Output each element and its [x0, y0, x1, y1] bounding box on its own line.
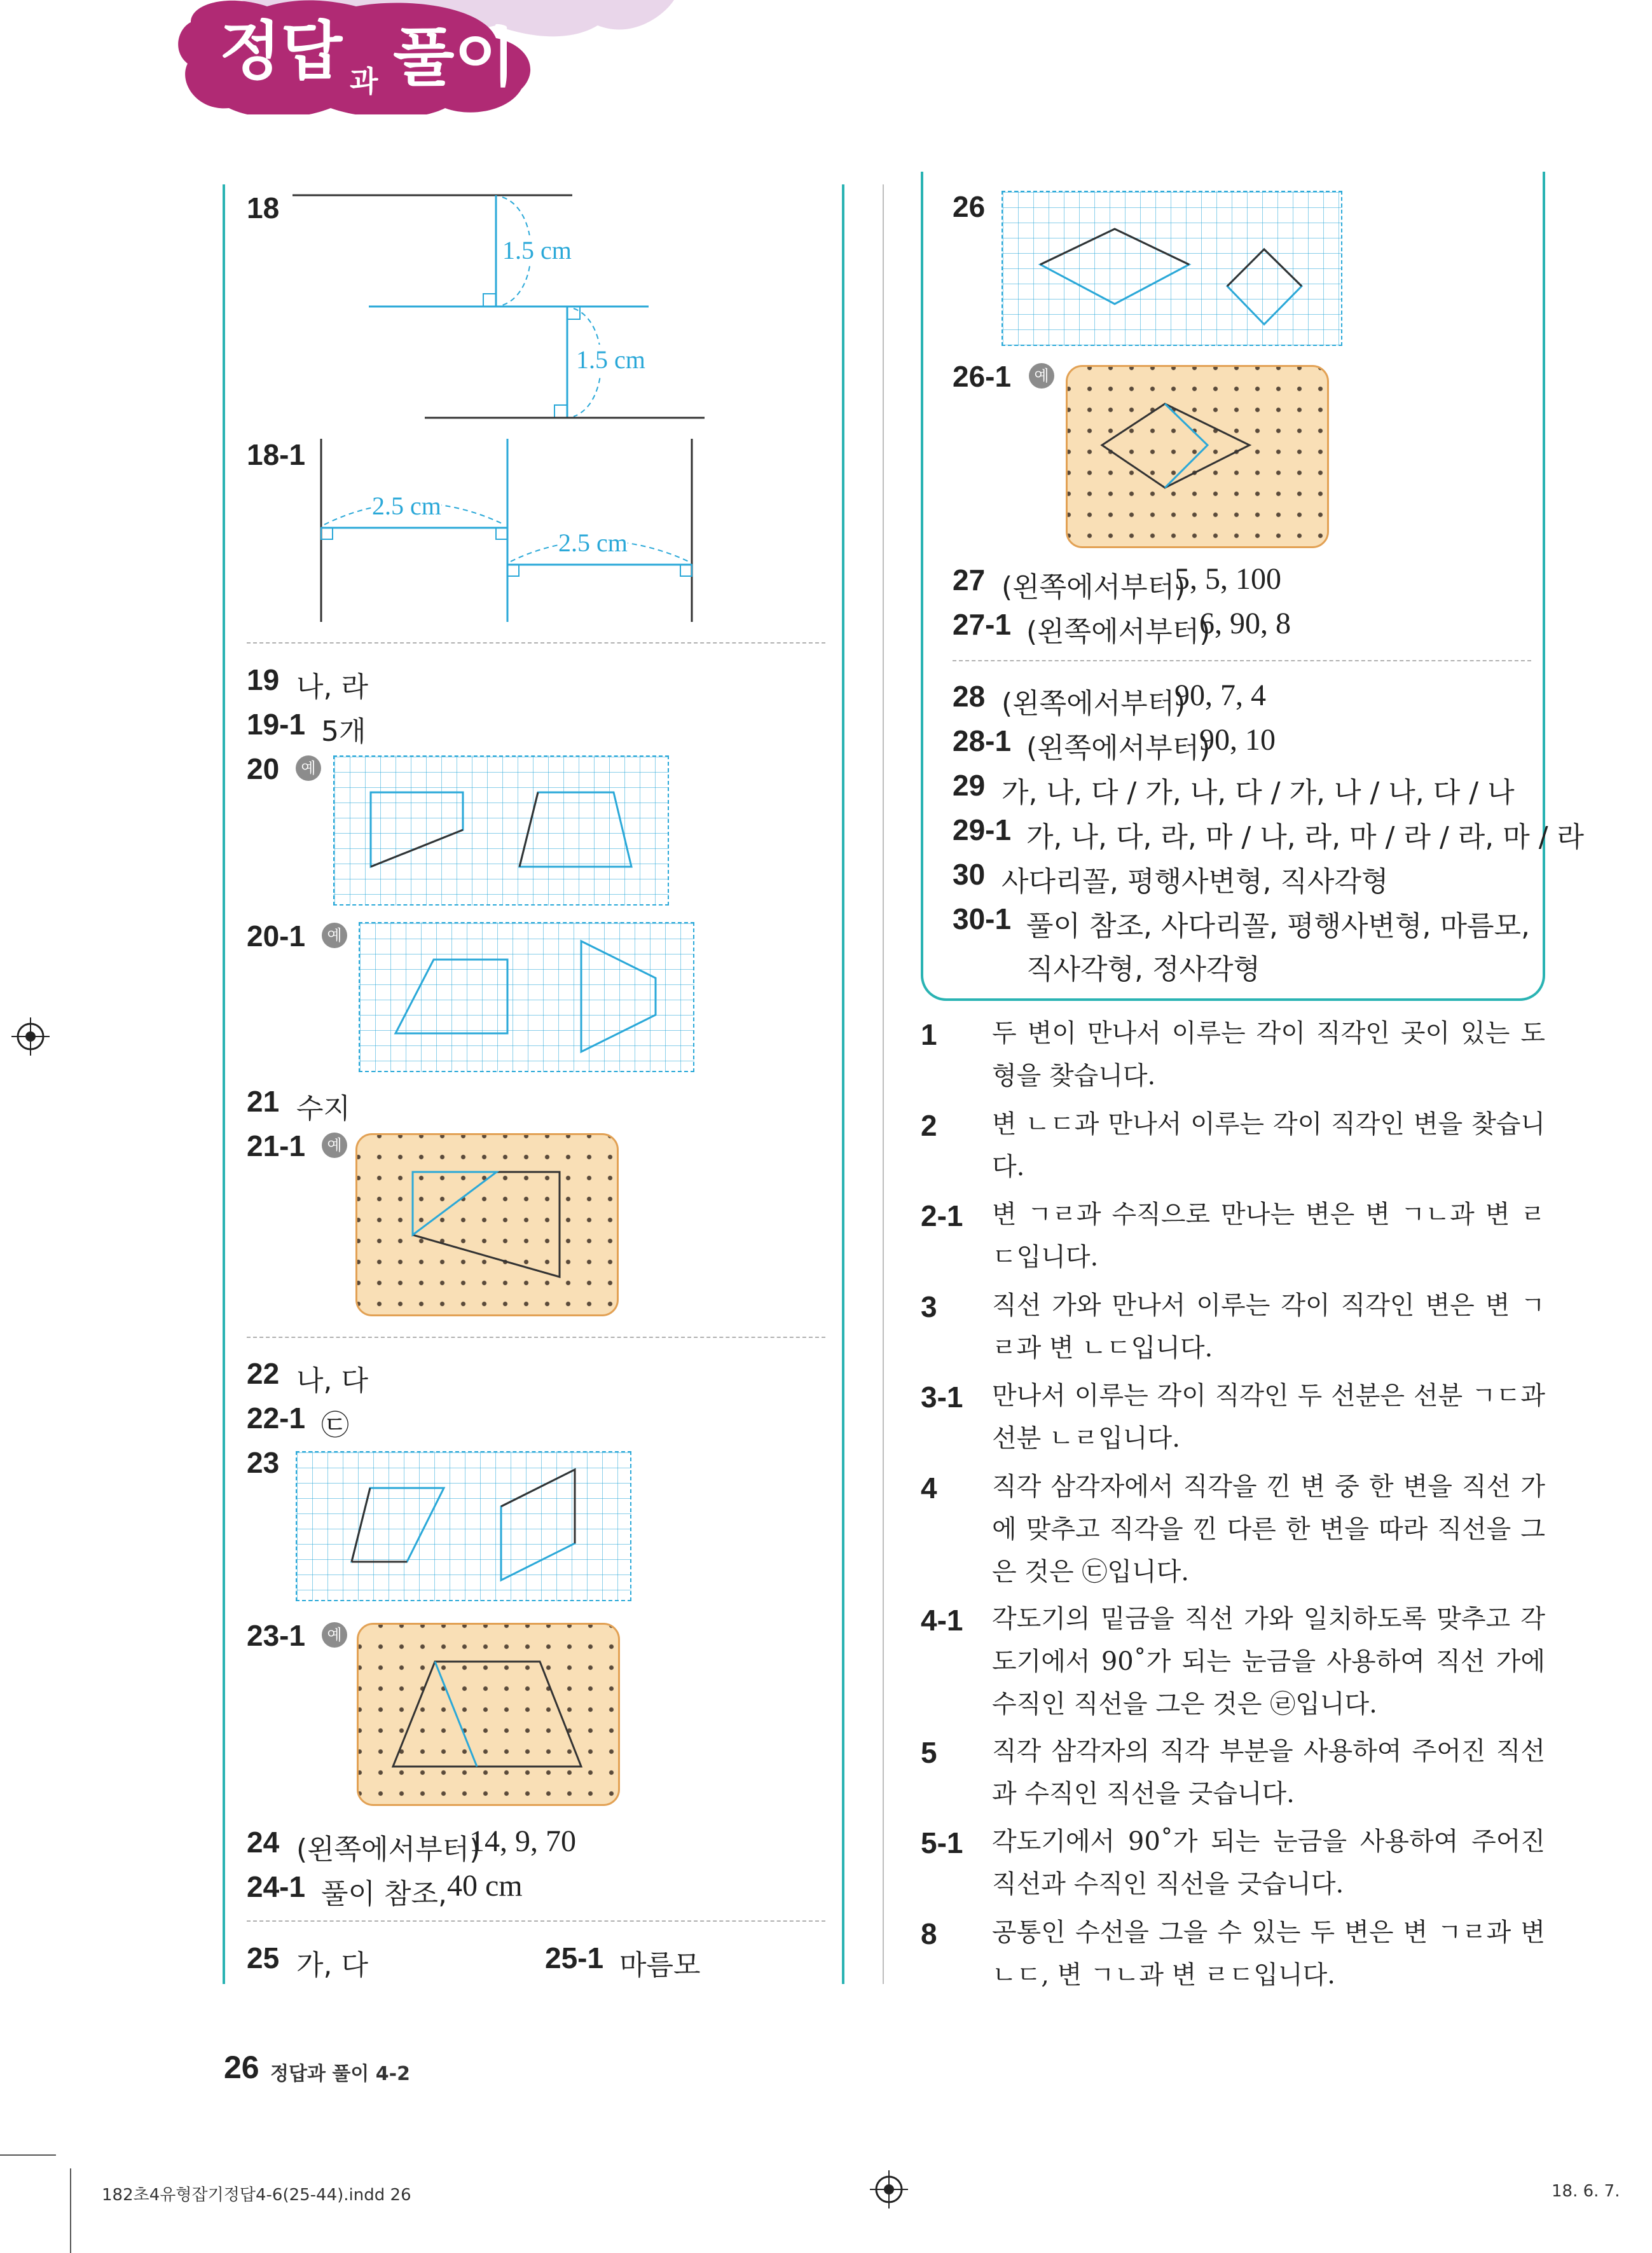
q21-1-number: 21-1	[247, 1129, 306, 1162]
q28-answer: 90, 7, 4	[1174, 679, 1266, 712]
q23-1-example-badge: 예	[322, 1622, 347, 1648]
q27-answer: 5, 5, 100	[1174, 562, 1281, 596]
q26-number: 26	[953, 190, 986, 223]
q28-number: 28	[953, 680, 986, 713]
explanation-number: 8	[921, 1917, 937, 1950]
q22-number: 22	[247, 1357, 280, 1390]
q22-1-number: 22-1	[247, 1402, 306, 1435]
q24-1-answer: 40 cm	[447, 1869, 523, 1903]
q25-answer: 가, 다	[296, 1949, 368, 1981]
explanation-text: 직선 가와 만나서 이루는 각이 직각인 변은 변 ㄱㄹ과 변 ㄴㄷ입니다.	[992, 1291, 1545, 1363]
q26-1-example-badge: 예	[1029, 363, 1054, 389]
q25-1-number: 25-1	[545, 1941, 604, 1974]
q29-1-answer: 가, 나, 다, 라, 마 / 나, 라, 마 / 라 / 라, 마 / 라	[1026, 821, 1585, 853]
q23-1-number: 23-1	[247, 1619, 306, 1652]
explanation-number: 2	[921, 1109, 937, 1142]
q19-1-answer: 5개	[321, 715, 366, 748]
q24-answer: 14, 9, 70	[469, 1824, 576, 1858]
q29-answer: 가, 나, 다 / 가, 나, 다 / 가, 나 / 나, 다 / 나	[1002, 776, 1515, 809]
q27-number: 27	[953, 563, 986, 596]
q18-1-number: 18-1	[247, 438, 306, 471]
q20-example-badge: 예	[296, 755, 321, 781]
header-title-2: 풀이	[393, 20, 516, 95]
q29-1-number: 29-1	[953, 813, 1012, 846]
q21-answer: 수지	[296, 1092, 351, 1125]
explanation-text: 직각 삼각자의 직각 부분을 사용하여 주어진 직선과 수직인 직선을 긋습니다.	[992, 1737, 1545, 1809]
q22-1-answer: ㉢	[321, 1409, 349, 1442]
q21-1-example-badge: 예	[322, 1133, 347, 1158]
registration-mark-left	[11, 1017, 50, 1056]
q27-1-number: 27-1	[953, 608, 1012, 641]
q24-prefix: (왼쪽에서부터)	[296, 1833, 481, 1866]
q30-1-answer-line2: 직사각형, 정사각형	[1026, 953, 1261, 986]
q19-answer: 나, 라	[296, 671, 368, 703]
explanation-number: 4	[921, 1471, 937, 1505]
explanation-text: 변 ㄴㄷ과 만나서 이루는 각이 직각인 변을 찾습니다.	[992, 1110, 1545, 1182]
header-title-1: 정답	[219, 14, 343, 88]
explanation-text: 각도기에서 90˚가 되는 눈금을 사용하여 주어진 직선과 수직인 직선을 긋습니다.	[992, 1827, 1545, 1899]
q24-1-number: 24-1	[247, 1870, 306, 1903]
q27-1-answer: 6, 90, 8	[1199, 607, 1291, 640]
file-info: 182초4유형잡기정답4-6(25-44).indd 26	[102, 2186, 411, 2205]
explanation-text: 각도기의 밑금을 직선 가와 일치하도록 맞추고 각도기에서 90˚가 되는 눈금을 사용하여 직선 가에 수직인 직선을 그은 것은 ㉣입니다.	[992, 1604, 1545, 1719]
q18-1-measure-1: 2.5 cm	[372, 492, 441, 520]
explanation-number: 2-1	[921, 1199, 963, 1232]
q30-1-number: 30-1	[953, 902, 1012, 935]
page-title: 정답과 풀이 4-2	[270, 2063, 410, 2085]
explanation-number: 5-1	[921, 1826, 963, 1859]
q21-number: 21	[247, 1085, 280, 1118]
q30-1-answer-line1: 풀이 참조, 사다리꼴, 평행사변형, 마름모,	[1026, 910, 1530, 942]
q28-prefix: (왼쪽에서부터)	[1002, 687, 1186, 720]
q30-number: 30	[953, 858, 986, 891]
q18-1-measure-2: 2.5 cm	[558, 528, 628, 557]
q19-1-number: 19-1	[247, 708, 306, 741]
q20-1-number: 20-1	[247, 920, 306, 953]
header-title-small: 과	[350, 64, 378, 99]
q25-1-answer: 마름모	[619, 1949, 701, 1981]
explanation-number: 3-1	[921, 1381, 963, 1414]
q18-number: 18	[247, 191, 280, 224]
q28-1-answer: 90, 10	[1199, 723, 1276, 757]
print-date: 18. 6. 7.	[1552, 2182, 1620, 2201]
explanation-number: 3	[921, 1290, 937, 1323]
q30-answer: 사다리꼴, 평행사변형, 직사각형	[1002, 865, 1389, 898]
q28-1-number: 28-1	[953, 724, 1012, 757]
q22-answer: 나, 다	[296, 1365, 368, 1397]
q28-1-prefix: (왼쪽에서부터)	[1026, 732, 1211, 764]
q19-number: 19	[247, 663, 280, 696]
q20-1-example-badge: 예	[322, 923, 347, 948]
q18-measure-1: 1.5 cm	[502, 236, 572, 265]
q18-measure-2: 1.5 cm	[576, 345, 645, 374]
q24-number: 24	[247, 1826, 280, 1859]
explanation-text: 만나서 이루는 각이 직각인 두 선분은 선분 ㄱㄷ과 선분 ㄴㄹ입니다.	[992, 1381, 1545, 1453]
q29-number: 29	[953, 769, 986, 802]
explanation-text: 직각 삼각자에서 직각을 낀 변 중 한 변을 직선 가에 맞추고 직각을 낀 다른 한 변을 따라 직선을 그은 것은 ㉢입니다.	[992, 1472, 1545, 1587]
explanation-number: 4-1	[921, 1604, 963, 1637]
q25-number: 25	[247, 1941, 280, 1974]
page-number: 26	[224, 2050, 259, 2085]
explanation-number: 5	[921, 1736, 937, 1769]
explanation-number: 1	[921, 1018, 937, 1051]
explanation-text: 변 ㄱㄹ과 수직으로 만나는 변은 변 ㄱㄴ과 변 ㄹㄷ입니다.	[992, 1200, 1545, 1272]
q24-1-prefix: 풀이 참조,	[321, 1878, 447, 1910]
q26-1-number: 26-1	[953, 360, 1012, 393]
q20-number: 20	[247, 752, 280, 785]
explanation-text: 공통인 수선을 그을 수 있는 두 변은 변 ㄱㄹ과 변 ㄴㄷ, 변 ㄱㄴ과 변 ㄹㄷ입니다.	[992, 1918, 1545, 1990]
q27-prefix: (왼쪽에서부터)	[1002, 571, 1186, 603]
explanation-text: 두 변이 만나서 이루는 각이 직각인 곳이 있는 도형을 찾습니다.	[992, 1019, 1545, 1091]
q23-number: 23	[247, 1446, 280, 1479]
q27-1-prefix: (왼쪽에서부터)	[1026, 616, 1211, 648]
registration-mark-bottom	[870, 2170, 908, 2208]
